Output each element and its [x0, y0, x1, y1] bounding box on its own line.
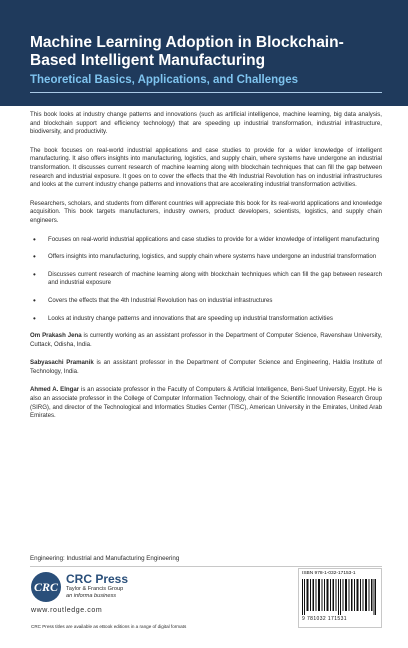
bullet-icon: •	[33, 269, 36, 279]
back-cover-text	[30, 111, 382, 431]
publisher-url[interactable]: www.routledge.com	[31, 607, 103, 614]
crc-logo-icon: CRC	[31, 572, 61, 602]
barcode-icon	[302, 579, 376, 615]
focus-paragraph: The book focuses on real-world industrial applications and case studies to provide for a wider knowledge of intelligent manufacturing. It also offers insights into manufacturing, logistics, and supply chain, where systems have undergone an industrial transformation. It discusses current research of machine learning along with blockchain techniques that can fill the gap between research and industrial exposure. It goes on to cover the effects that the 4th Industrial Revolution has on industrial infrastructures and looks at the current industry change patterns and innovations that are accelerating industrial transformation activities.	[30, 146, 382, 189]
author-bio: Sabyasachi Pramanik is an assistant professor in the Department of Computer Science and Engineering, Haldia Institute of Technology, India.	[30, 359, 382, 375]
publisher-block	[66, 573, 128, 600]
bullet-icon: •	[33, 252, 36, 262]
list-item: • Covers the effects that the 4th Industrial Revolution has on industrial infrastructures	[33, 295, 273, 305]
bullet-icon: •	[33, 234, 36, 244]
audience-paragraph: Researchers, scholars, and students from different countries will appreciate this book for its real-world applications and knowledge acquisition. This book targets manufacturers, industry owners, product developers, scientists, logistics, and supply chain engineers.	[30, 199, 382, 224]
feature-list	[30, 236, 382, 324]
publisher-business: an informa business	[66, 593, 117, 599]
ebook-note: CRC Press titles are available as eBook editions in a range of digital formats	[31, 624, 187, 629]
footer-divider	[30, 566, 382, 567]
author-name: Sabyasachi Pramanik	[30, 359, 94, 367]
list-item: • Focuses on real-world industrial applications and case studies to provide for a wider knowledge of intelligent manufacturing	[33, 234, 380, 244]
cover-header	[0, 0, 408, 106]
bullet-icon: •	[33, 313, 36, 323]
list-item: • Discusses current research of machine learning along with blockchain techniques which can fill the gap between research and industrial exposure	[33, 269, 382, 287]
isbn-label: ISBN 978-1-032-17153-1	[302, 571, 356, 576]
book-subtitle: Theoretical Basics, Applications, and Challenges	[30, 74, 298, 86]
author-name: Om Prakash Jena	[30, 332, 82, 340]
publisher-name: CRC Press	[66, 572, 129, 586]
list-item: • Offers insights into manufacturing, logistics, and supply chain where systems have undergone an industrial transformation	[33, 252, 377, 262]
author-name: Ahmed A. Elngar	[30, 386, 80, 394]
list-item: • Looks at industry change patterns and innovations that are speeding up industrial transformation activities	[33, 313, 333, 323]
author-bio: Om Prakash Jena is currently working as an assistant professor in the Department of Computer Science, Ravenshaw University, Cuttack, Odisha, India.	[30, 332, 383, 348]
book-title: Machine Learning Adoption in Blockchain-Based Intelligent Manufacturing	[30, 34, 344, 69]
intro-paragraph: This book looks at industry change patterns and innovations (such as artificial intelligence, machine learning, big data analysis, and blockchain support and efficiency technology) that are speeding up industrial transformation, industrial infrastructure, biodiversity, and productivity.	[30, 111, 382, 136]
bullet-icon: •	[33, 295, 36, 305]
author-bio: Ahmed A. Elngar is an associate professor in the Faculty of Computers & Artificial Intelligence, Beni-Suef University, Egypt. He is also an associate professor in the College of Computer Information Technology, chair of the Scientific Innovation Research Group (SIRG), and director of the Technological and Informatics Studies Center (TISC), American University in the Emirates, United Arab Emirates.	[30, 386, 382, 420]
subject-category: Engineering: Industrial and Manufacturing Engineering	[30, 555, 180, 562]
header-divider	[30, 92, 382, 93]
barcode-digits: 9 781032 171531	[302, 616, 347, 622]
publisher-group: Taylor & Francis Group	[66, 586, 124, 592]
